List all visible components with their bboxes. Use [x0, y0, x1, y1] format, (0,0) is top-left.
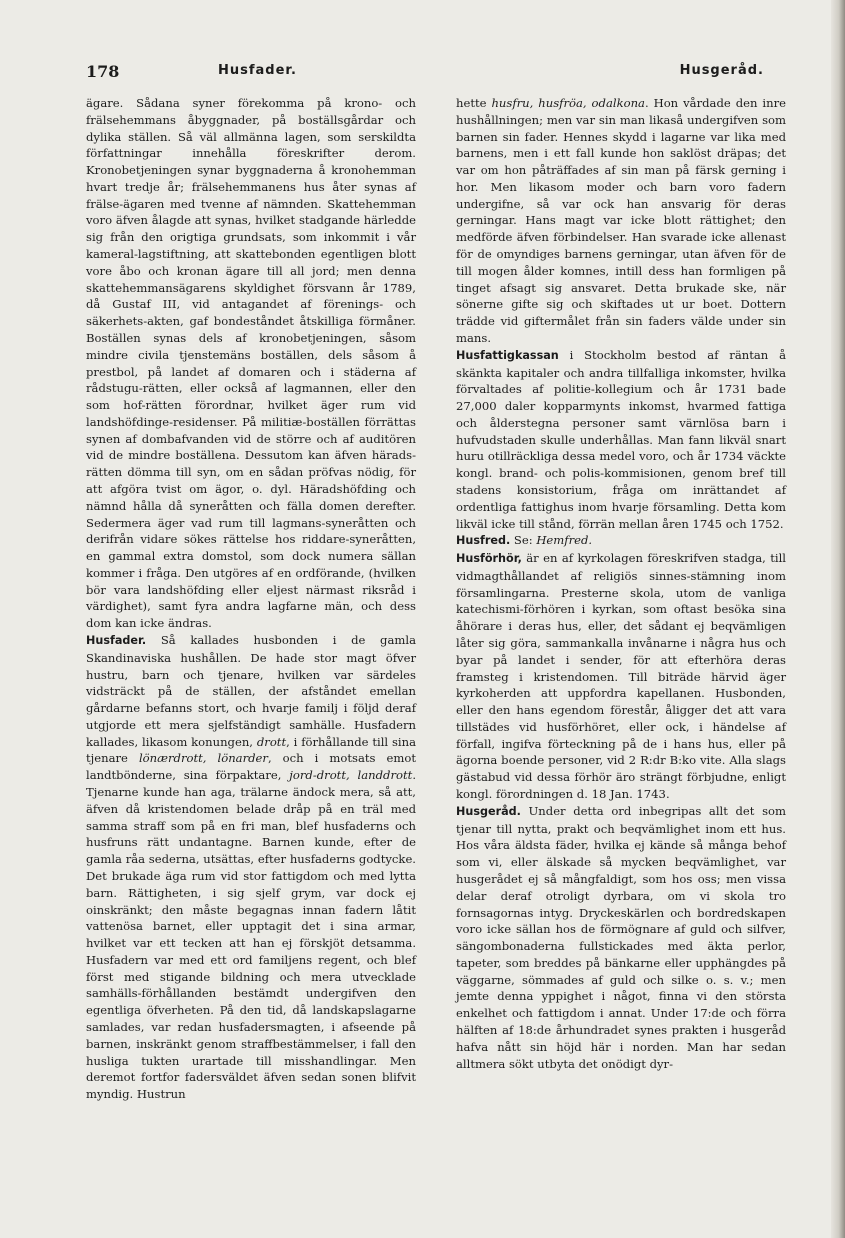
entry-husfred: Husfred. Se: Hemfred. [456, 533, 593, 548]
left-column [86, 95, 416, 1103]
headword-husforhor: Husförhör, [456, 552, 522, 566]
running-title-right: Husgeråd. [679, 63, 764, 78]
page-edge-shadow [831, 0, 845, 1238]
paragraph-husfader-continued: hette husfru, husfröa, odalkona. Hon vårdade den inre hushållningen; men var sin man likaså undergifven som barnen sin fader. Hennes skydd i lagarne var lika med barnens, men i ett fall kunde hon saklöst dräpas; det var om hon påträffades af sin man på färsk gerning i hor. Men likasom moder och barn voro fadern undergifne, så var ock han ansvarig för deras gerningar. Hans magt var icke blott rättighet; den medförde äfven förbindelser. Han svarade icke allenast för de omyndiges barnens gerningar, utan äfven för de till mogen ålder komnes, intill dess han formligen på tinget afsagt sig ansvaret. Detta brukade ske, när sönerne gifte sig och skiftades ut ur boet. Dottern trädde vid giftermålet från sin faders välde under sin mans. [456, 96, 786, 345]
headword-husfattigkassan: Husfattigkassan [456, 348, 559, 362]
page-header [86, 62, 772, 84]
entry-husfader: Husfader. Så kallades husbonden i de gamla Skandinaviska hushållen. De hade stor magt öfver hustru, barn och tjenare, hvilken var särdeles vidsträckt på de ställen, der afståndet emellan gårdarne befanns stort, och hvarje familj i följd deraf utgjorde ett mera sjelfständigt samhälle. Husfadern kallades, likasom konungen, drott, i förhållande till sina tjenare lönærdrott, lönarder, och i motsats emot landtbönderne, sina förpaktare, jord-drott, landdrott. Tjenarne kunde han aga, trälarne ändock mera, så att, äfven då kristendomen belade dråp på en träl med samma straff som på en fri man, blef husfaderns och husfruns rätt undantagne. Barnen kunde, efter de gamla råa sederna, utsättas, efter husfaderns godtycke. Det brukade äga rum vid stor fattigdom och med lytta barn. Rättigheten, i sig sjelf grym, var dock ej oinskränkt; den måste begagnas innan fadern låtit vattenösa barnet, eller upptagit det i sina armar, hvilket var ett tecken att han ej förskjöt detsamma. Husfadern var med ett ord familjens regent, och blef först med stigande bildning och mera utvecklade samhälls-förhållanden bestämdt undergifven den egentliga öfverheten. På den tid, då landskapslagarne samlades, var redan husfadersmagten, i afseende på barnen, inskränkt genom straffbestämmelser, i fall den husliga tukten urartade till misshandlingar. Men deremot fortfor fadersväldet äfven sedan sonen blifvit myndig. Hustrun [86, 633, 417, 1102]
running-title-left: Husfader. [218, 63, 297, 78]
entry-husgerad: Husgeråd. Under detta ord inbegripas allt det som tjenar till nytta, prakt och beqvämlighet inom ett hus. Hos våra äldsta fäder, hvilka ej kände så många behof som vi, eller älskade så mycken beqvämlighet, var husgerådet ej så mångfaldigt, som hos oss; men vissa delar deraf otroligt dyrbara, om vi skola tro fornsagornas intyg. Dryckeskärlen och bordredskapen voro icke sällan hos de förmögnare af guld och silfver, sängombonaderna fullstickades med äkta perlor, tapeter, som breddes på bänkarne eller upphängdes på väggarne, sömmades af guld och silke o. s. v.; men jemte denna yppighet i något, finna vi den största enkelhet och fattigdom i annat. Under 17:de och förra hälften af 18:de århundradet synes prakten i husgeråd hafva nått sin höjd här i norden. Man har sedan alltmera sökt utbyta det onödigt dyr- [456, 803, 786, 1071]
headword-husfred: Husfred. [456, 534, 511, 548]
paragraph-syn-continued: ägare. Sådana syner förekomma på krono- och frälsehemmans åbyggnader, på boställsgårdar och dylika ställen. Så väl allmänna lagen, som serskildta författningar innehålla föreskrifter derom. Kronobetjeningen synar byggnaderna å kronohemman hvart tredje år; frälsehemmanens hus åter synas af frälse-ägaren med tvenne af nämnden. Skattehemman voro äfven ålagde att synas, hvilket stadgande härledde sig från den origtiga grundsats, som inkommit i vår kameral-lagstiftning, att skattebonden egentligen blott vore åbo och kronan ägare till all jord; men denna skattehemmansägarens skyldighet försvann år 1789, då Gustaf III, vid antagandet af förenings- och säkerhets-akten, gaf bondeståndet åtskilliga förmåner. Boställen synas dels af kronobetjeningen, såsom mindre civila tjenstemäns boställen, dels såsom å prestbol, på landet af domaren och i städerna af rådstugu-rätten, eller också af lagmannen, eller den som hof-rätten förordnar, hvilket äger rum vid landshöfdinge-residenser. På militiæ-boställen förrättas synen af dombafvanden vid de större och af auditören vid de mindre boställena. Dessutom kan äfven härads-rätten dömma till syn, om en sådan pröfvas nödig, för att afgöra tvist om ägor, o. dyl. Häradshöfding och nämnd hålla då syneråtten och fälla domen derefter. Sedermera äger vad rum till lagmans-syneråtten och derifrån vidare sökes rättelse hos riddare-syneråtten, en gammal extra domstol, som dock numera sällan kommer i fråga. Den utgöres af en ordförande, (hvilken bör vara landshöfding eller eljest närmast riksråd i värdighet), samt fyra andra lagfarne män, och dess dom kan icke ändras. [86, 96, 416, 631]
entry-husfattigkassan: Husfattigkassan i Stockholm bestod af räntan å skänkta kapitaler och andra tillfalliga inkomster, hvilka förvaltades af politie-kollegium och år 1731 bade 27,000 daler kopparmynts inkomst, hvarmed fattiga och ålderstegna personer samt värnlösa barn i hufvudstaden skulle underhållas. Man fann likväl snart huru otillräckliga dessa medel voro, och år 1734 väckte kongl. brand- och polis-kommisionen, genom bref till stadens konsistorium, fråga om inrättandet af ordentliga fattighus inom hvarje församling. Detta kom likväl icke till stånd, förrän mellan åren 1745 och 1752. [456, 347, 786, 531]
right-column [456, 95, 786, 1072]
headword-husfader: Husfader. [86, 634, 147, 647]
page-number: 178 [86, 62, 120, 81]
headword-husgerad: Husgeråd. [456, 804, 521, 818]
cross-reference-hemfred: Hemfred. [536, 533, 593, 548]
entry-husforhor: Husförhör, är en af kyrkolagen föreskrifven stadga, till vidmagthållandet af religiös sinnes-stämning inom församlingarna. Presterne skola, utom de vanliga katechismi-förhören i kyrkan, som oftast besöka sina åhörare i deras hus, eller, det sådant ej beqvämligen låter sig göra, sammankalla invånarne i några hus och byar på landet i sender, för att efterhöra deras framsteg i kristendomen. Till biträde härvid äger kyrkoherden att uppfordra kapellanen. Husbonden, eller den hans egendom förestår, åligger det att vara tillstädes vid husförhöret, eller ock, i händelse af förfall, ingifva förteckning på de i hans hus, eller på ägorna boende personer, vid 2 R:dr B:ko vite. Alla slags gästabud vid dessa förhör äro strängt förbjudne, enligt kongl. förordningen d. 18 Jan. 1743. [456, 551, 786, 802]
